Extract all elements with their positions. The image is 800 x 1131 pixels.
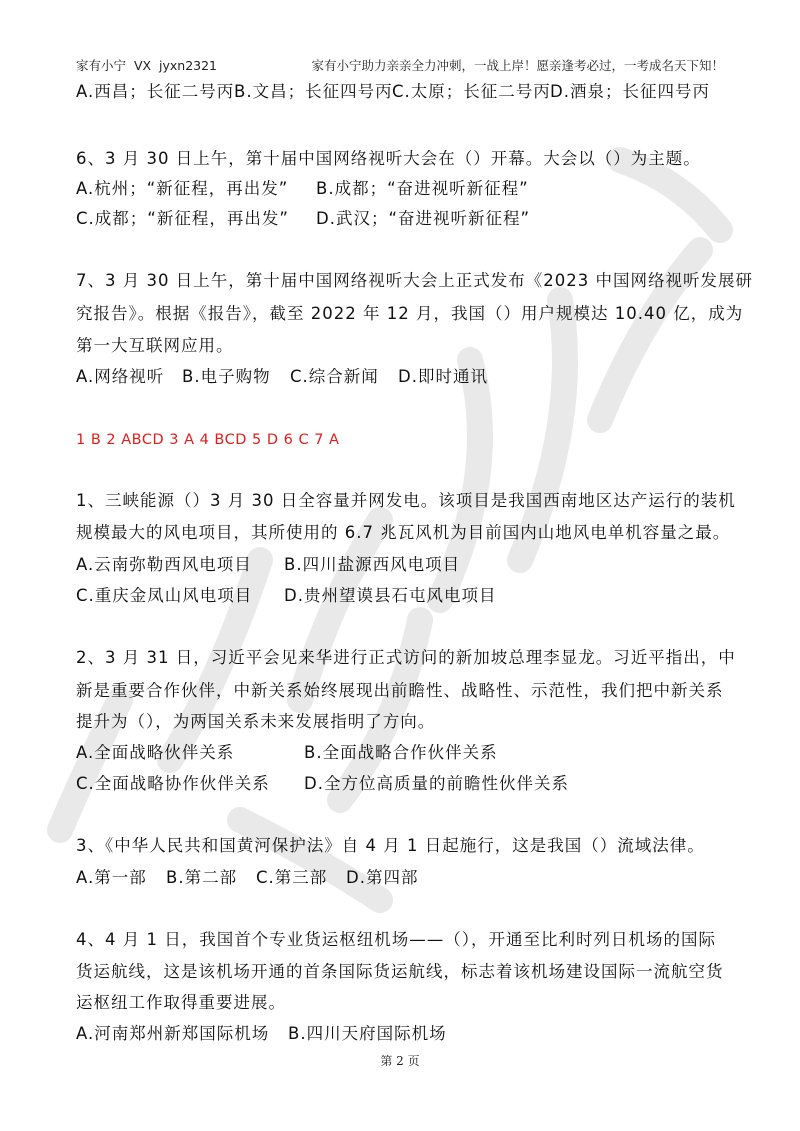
- answer-key: 1 B 2 ABCD 3 A 4 BCD 5 D 6 C 7 A: [76, 432, 340, 448]
- option-d: D.第四部: [346, 868, 419, 887]
- option-b: B.全面战略合作伙伴关系: [304, 743, 498, 762]
- header-left-text: 家有小宁 VX jyxn2321: [76, 58, 218, 73]
- question-7-line-1: 7、3 月 30 日上午，第十届中国网络视听大会上正式发布《2023 中国网络视听发展研: [76, 271, 753, 290]
- question-4-line-3: 运枢纽工作取得重要进展。: [76, 993, 286, 1012]
- question-3-text: 3、《中华人民共和国黄河保护法》自 4 月 1 日起施行，这是我国（）流域法律。: [76, 836, 705, 855]
- option-d: D.即时通讯: [398, 367, 488, 386]
- option-b: B.文昌；长征四号丙: [234, 82, 393, 101]
- question-1-line-1: 1、三峡能源（）3 月 30 日全容量并网发电。该项目是我国西南地区达产运行的装机: [76, 491, 736, 510]
- option-b: B.成都；“奋进视听新征程”: [316, 179, 529, 198]
- question-7-line-2: 究报告》。根据《报告》，截至 2022 年 12 月，我国（）用户规模达 10.40 亿，成为: [76, 304, 744, 323]
- option-a: A.全面战略伙伴关系: [76, 743, 235, 762]
- option-a: A.第一部: [76, 868, 147, 887]
- option-a: A.云南弥勒西风电项目: [76, 555, 252, 574]
- option-c: C.成都；“新征程，再出发”: [76, 209, 289, 228]
- option-d: D.贵州望谟县石屯风电项目: [284, 586, 497, 605]
- option-a: A.网络视听: [76, 367, 165, 386]
- option-b: B.第二部: [166, 868, 238, 887]
- option-d: D.全方位高质量的前瞻性伙伴关系: [304, 774, 569, 793]
- option-c: C.第三部: [256, 868, 328, 887]
- option-b: B.电子购物: [182, 367, 271, 386]
- question-2-line-2: 新是重要合作伙伴，中新关系始终展现出前瞻性、战略性、示范性，我们把中新关系: [76, 681, 724, 700]
- question-7-line-3: 第一大互联网应用。: [76, 336, 234, 355]
- option-c: C.综合新闻: [290, 367, 379, 386]
- page-header: [76, 56, 724, 76]
- question-6-text: 6、3 月 30 日上午，第十届中国网络视听大会在（）开幕。大会以（）为主题。: [76, 149, 701, 168]
- option-a: A.西昌；长征二号丙: [76, 82, 235, 101]
- option-d: D.武汉；“奋进视听新征程”: [316, 209, 531, 228]
- question-4-line-1: 4、4 月 1 日，我国首个专业货运枢纽机场——（），开通至比利时列日机场的国际: [76, 930, 716, 949]
- question-2-line-1: 2、3 月 31 日，习近平会见来华进行正式访问的新加坡总理李显龙。习近平指出，中: [76, 648, 736, 667]
- option-d: D.酒泉；长征四号丙: [550, 82, 710, 101]
- question-1-line-2: 规模最大的风电项目，其所使用的 6.7 兆瓦风机为目前国内山地风电单机容量之最。: [76, 523, 731, 542]
- option-c: C.重庆金凤山风电项目: [76, 586, 253, 605]
- header-right-text: 家有小宁助力亲亲全力冲刺，一战上岸！愿亲逢考必过，一考成名天下知！: [311, 58, 724, 73]
- option-b: B.四川天府国际机场: [288, 1024, 447, 1043]
- page-number: 第 2 页: [380, 1054, 420, 1068]
- option-c: C.全面战略协作伙伴关系: [76, 774, 270, 793]
- option-a: A.杭州；“新征程，再出发”: [76, 179, 289, 198]
- option-b: B.四川盐源西风电项目: [284, 555, 461, 574]
- option-c: C.太原；长征二号丙: [392, 82, 551, 101]
- question-4-line-2: 货运航线，这是该机场开通的首条国际货运航线，标志着该机场建设国际一流航空货: [76, 962, 724, 981]
- question-2-line-3: 提升为（），为两国关系未来发展指明了方向。: [76, 712, 436, 731]
- option-a: A.河南郑州新郑国际机场: [76, 1024, 270, 1043]
